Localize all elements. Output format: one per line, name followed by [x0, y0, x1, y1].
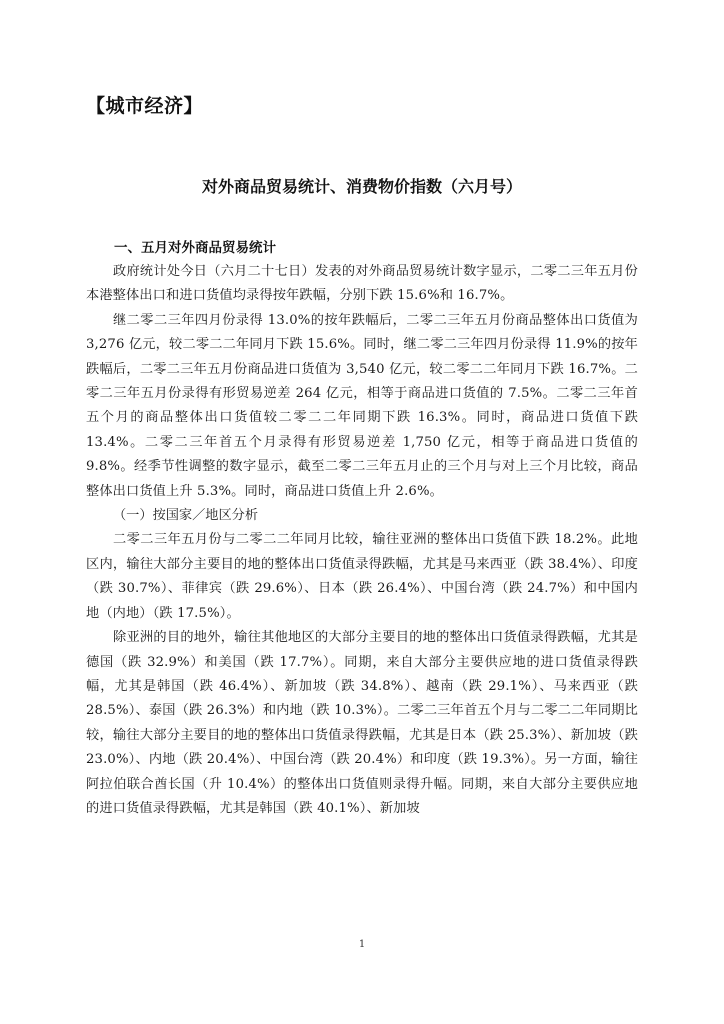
- paragraph-other-regions: 除亚洲的目的地外，输往其他地区的大部分主要目的地的整体出口货值录得跌幅，尤其是德国（跌 32.9%）和美国（跌 17.7%）。同期，来自大部分主要供应地的进口货值录得跌幅，尤其是韩国（跌 46.4%）、新加坡（跌 34.8%）、越南（跌 29.1%）、马来西亚（跌 28.5%）、泰国（跌 26.3%）和内地（跌 10.3%）。二零二三年首五个月与二零二二年同期比较，输往大部分主要目的地的整体出口货值录得跌幅，尤其是日本（跌 25.3%）、新加坡（跌 23.0%）、内地（跌 20.4%）、中国台湾（跌 20.4%）和印度（跌 19.3%）。另一方面，输往阿拉伯联合酋长国（升 10.4%）的整体出口货值则录得升幅。同期，来自大部分主要供应地的进口货值录得跌幅，尤其是韩国（跌 40.1%）、新加坡: [86, 630, 638, 816]
- document-body: [86, 236, 638, 821]
- document-title: 对外商品贸易统计、消费物价指数（六月号）: [201, 177, 522, 196]
- page-number: 1: [358, 939, 366, 950]
- section-heading-trade-statistics: 一、五月对外商品贸易统计: [114, 240, 276, 256]
- section-tag: 【城市经济】: [86, 95, 204, 117]
- subheading-country-analysis: （一）按国家／地区分析: [113, 508, 259, 524]
- paragraph-trade-values: 继二零二三年四月份录得 13.0%的按年跌幅后，二零二三年五月份商品整体出口货值为 3,276 亿元，较二零二二年同月下跌 15.6%。同时，继二零二三年四月份录得 11.9%的按年跌幅后，二零二三年五月份商品进口货值为 3,540 亿元，较二零二二年同月下跌 16.7%。二零二三年五月份录得有形贸易逆差 264 亿元，相等于商品进口货值的 7.5%。二零二三年首五个月的商品整体出口货值较二零二二年同期下跌 16.3%。同时，商品进口货值下跌 13.4%。二零二三年首五个月录得有形贸易逆差 1,750 亿元，相等于商品进口货值的 9.8%。经季节性调整的数字显示，截至二零二三年五月止的三个月与对上三个月比较，商品整体出口货值上升 5.3%。同时，商品进口货值上升 2.6%。: [86, 312, 638, 499]
- paragraph-asia-exports: 二零二三年五月份与二零二二年同月比较，输往亚洲的整体出口货值下跌 18.2%。此地区内，输往大部分主要目的地的整体出口货值录得跌幅，尤其是马来西亚（跌 38.4%）、印度（跌 30.7%）、菲律宾（跌 29.6%）、日本（跌 26.4%）、中国台湾（跌 24.7%）和中国内地（内地）（跌 17.5%）。: [86, 532, 638, 621]
- paragraph-intro: 政府统计处今日（六月二十七日）发表的对外商品贸易统计数字显示，二零二三年五月份本港整体出口和进口货值均录得按年跌幅，分别下跌 15.6%和 16.7%。: [86, 264, 638, 304]
